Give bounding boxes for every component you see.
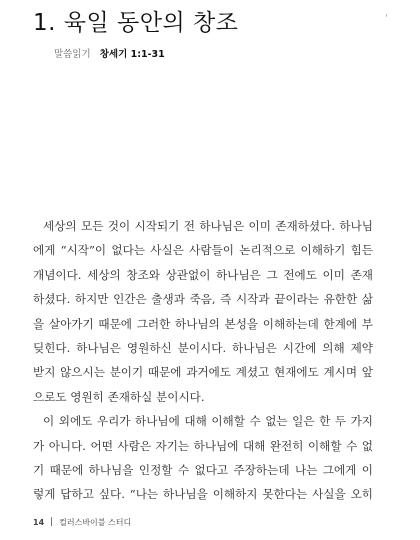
reading-label: 말씀읽기: [54, 49, 91, 60]
reading-reference: 창세기 1:1-31: [99, 49, 165, 60]
body-line: 가 아니다. 어떤 사람은 자기는 하나님에 대해 완전히 이해할 수 없: [33, 438, 373, 453]
body-line: 에게 “시작”이 없다는 사실은 사람들이 논리적으로 이해하기 힘든: [33, 243, 373, 258]
body-line: 기 때문에 하나님을 인정할 수 없다고 주장하는데 나는 그에게 이: [33, 463, 373, 478]
chapter-title: 1. 육일 동안의 창조: [33, 10, 239, 36]
body-line: 을 살아가기 때문에 그러한 하나님의 본성을 이해하는데 한계에 부: [33, 316, 373, 331]
body-line: 이 외에도 우리가 하나님에 대해 이해할 수 없는 일은 한 두 가지: [43, 414, 373, 429]
body-line: 세상의 모든 것이 시작되기 전 하나님은 이미 존재하셨다. 하나님: [43, 219, 373, 233]
page-footer: [33, 517, 131, 528]
corner-mark: ': [385, 12, 389, 25]
footer-divider: [51, 517, 52, 526]
scripture-reading: [54, 46, 165, 60]
body-line: 하셨다. 하지만 인간은 출생과 죽음, 즉 시작과 끝이라는 유한한 삶: [33, 292, 373, 307]
body-line: 딪힌다. 하나님은 영원하신 분이시다. 하나님은 시간에 의해 제약: [33, 341, 373, 356]
page-number: 14: [33, 518, 45, 527]
body-line: 으로도 영원히 존재하실 분이시다.: [33, 389, 205, 404]
body-line: 받지 않으시는 분이기 때문에 과거에도 계셨고 현재에도 계시며 앞: [33, 365, 373, 380]
body-line: 개념이다. 세상의 창조와 상관없이 하나님은 그 전에도 이미 존재: [33, 267, 373, 282]
book-title: 컬러스바이블 스터디: [59, 518, 132, 527]
body-line: 렇게 답하고 싶다. “나는 하나님을 이해하지 못한다는 사실을 오히: [33, 487, 373, 502]
body-text: [33, 214, 373, 507]
